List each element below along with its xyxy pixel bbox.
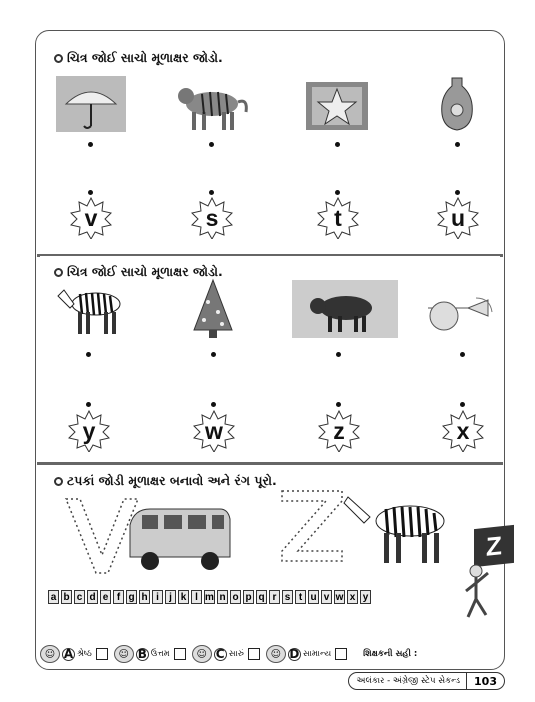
alphabet-letter: g — [126, 590, 137, 604]
christmas-tree-icon — [174, 278, 252, 340]
alphabet-letter: r — [269, 590, 280, 604]
alphabet-letter: f — [113, 590, 124, 604]
letter-dot[interactable] — [86, 402, 91, 407]
alphabet-letter: o — [230, 590, 241, 604]
grade-d: ☺ D સામાન્ય — [266, 645, 347, 663]
alphabet-letter: p — [243, 590, 254, 604]
letter-badge: x — [442, 410, 484, 452]
zebra-icon — [50, 278, 128, 340]
letter-badge: w — [193, 410, 235, 452]
grade-checkbox[interactable] — [335, 648, 347, 660]
picture-dot[interactable] — [88, 142, 93, 147]
picture-dot[interactable] — [335, 142, 340, 147]
grade-checkbox[interactable] — [248, 648, 260, 660]
alphabet-letter: y — [360, 590, 371, 604]
alphabet-letter: l — [191, 590, 202, 604]
letter-badge: y — [68, 410, 110, 452]
alphabet-letter: b — [61, 590, 72, 604]
yak-picture — [290, 278, 400, 340]
alphabet-letter: a — [48, 590, 59, 604]
alphabet-letter: u — [308, 590, 319, 604]
exercise-3 — [40, 465, 500, 637]
flag-bearer-icon — [460, 563, 500, 623]
letter-dot[interactable] — [88, 190, 93, 195]
van-icon — [124, 505, 234, 577]
alphabet-letter: v — [321, 590, 332, 604]
letter-badge: s — [191, 197, 233, 239]
tree-picture — [174, 278, 252, 340]
umbrella-picture — [52, 74, 130, 136]
alphabet-letter: n — [217, 590, 228, 604]
page-number: 103 — [466, 673, 504, 689]
letter-badge: t — [317, 197, 359, 239]
alphabet-letter: x — [347, 590, 358, 604]
grade-b: ☺ B ઉત્તમ — [114, 645, 186, 663]
grade-checkbox[interactable] — [174, 648, 186, 660]
letter-badge: u — [437, 197, 479, 239]
alphabet-strip — [48, 590, 371, 610]
dotted-letter-z[interactable] — [278, 487, 346, 563]
grade-a: ☺ A શ્રેષ્ઠ — [40, 645, 108, 663]
vase-picture — [418, 74, 496, 136]
alphabet-letter: j — [165, 590, 176, 604]
zebra-picture — [50, 278, 128, 340]
alphabet-letter: m — [205, 591, 214, 603]
alphabet-letter: d — [87, 590, 98, 604]
grade-checkbox[interactable] — [96, 648, 108, 660]
smiley-icon: ☺ — [266, 645, 286, 663]
alphabet-letter: h — [139, 590, 150, 604]
alphabet-letter: w — [335, 591, 344, 603]
picture-dot[interactable] — [86, 352, 91, 357]
alphabet-letter: t — [295, 590, 306, 604]
smiley-icon: ☺ — [114, 645, 134, 663]
exercise-1 — [40, 42, 500, 254]
letter-dot[interactable] — [460, 402, 465, 407]
picture-dot[interactable] — [460, 352, 465, 357]
bullet-icon — [54, 268, 63, 277]
tiger-icon — [172, 74, 250, 136]
exercise-1-title: ચિત્ર જોઈ સાચો મૂળાક્ષર જોડો. — [54, 50, 223, 66]
whistle-picture — [420, 278, 498, 340]
footer-pill — [348, 672, 505, 690]
alphabet-letter: q — [256, 590, 267, 604]
alphabet-letter: s — [282, 590, 293, 604]
smiley-icon: ☺ — [192, 645, 212, 663]
alphabet-letter: i — [152, 590, 163, 604]
teacher-sign-label: શિક્ષકની સહી : — [363, 649, 418, 659]
letter-dot[interactable] — [211, 402, 216, 407]
letter-dot[interactable] — [336, 402, 341, 407]
exercise-2-title: ચિત્ર જોઈ સાચો મૂળાક્ષર જોડો. — [54, 264, 223, 280]
picture-dot[interactable] — [455, 142, 460, 147]
bullet-icon — [54, 477, 63, 486]
letter-badge: z — [318, 410, 360, 452]
letter-dot[interactable] — [335, 190, 340, 195]
grade-c: ☺ C સારું — [192, 645, 260, 663]
whistle-icon — [420, 278, 498, 340]
yak-icon — [290, 278, 400, 340]
star-icon — [298, 74, 376, 136]
exercise-2 — [40, 256, 500, 461]
smiley-icon: ☺ — [40, 645, 60, 663]
alphabet-letter: k — [178, 590, 189, 604]
exercise-3-title: ટપકાં જોડી મૂળાક્ષર બનાવો અને રંગ પૂરો. — [54, 473, 277, 489]
tiger-picture — [172, 74, 250, 136]
vase-icon — [418, 74, 496, 136]
bullet-icon — [54, 54, 63, 63]
zebra-large-icon — [340, 483, 460, 567]
book-title: અલંકાર - અંગ્રેજી સ્ટેપ સેકન્ડ — [356, 676, 461, 686]
picture-dot[interactable] — [211, 352, 216, 357]
picture-dot[interactable] — [209, 142, 214, 147]
star-picture — [298, 74, 376, 136]
flag: Z — [474, 525, 514, 567]
alphabet-letter: e — [100, 590, 111, 604]
letter-badge: v — [70, 197, 112, 239]
alphabet-letter: c — [74, 590, 85, 604]
grade-row — [40, 640, 500, 668]
letter-dot[interactable] — [209, 190, 214, 195]
picture-dot[interactable] — [336, 352, 341, 357]
letter-dot[interactable] — [455, 190, 460, 195]
umbrella-icon — [52, 74, 130, 136]
